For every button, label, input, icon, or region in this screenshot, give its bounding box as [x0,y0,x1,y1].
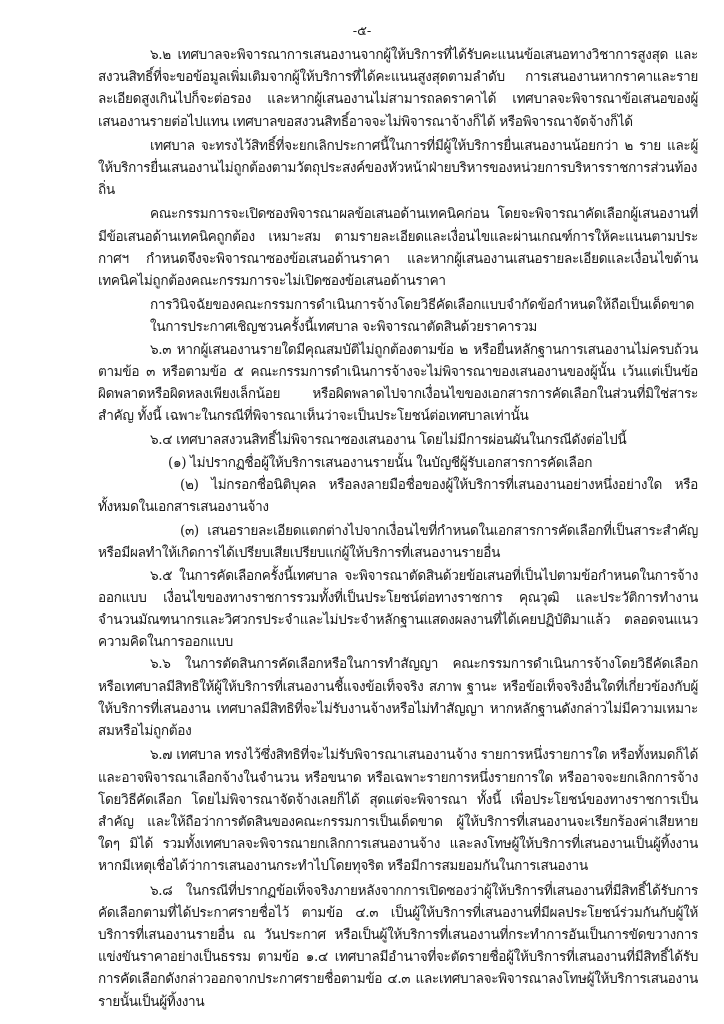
paragraph-decision-final: การวินิจฉัยของคณะกรรมการดำเนินการจ้างโดยวิธีคัดเลือกแบบจำกัดข้อกำหนดให้ถือเป็นเด็ดขาด [150,297,694,314]
paragraph-6-7: ๖.๗ เทศบาล ทรงไว้ซึ่งสิทธิที่จะไม่รับพิจารณาเสนองานจ้าง รายการหนึ่งรายการใด หรือทั้งหมดก็ได้ และอาจพิจารณาเลือกจ้างในจำนวน หรือขนาด หรือเฉพาะรายการหนึ่งรายการใด หรืออาจจะยกเลิกการจ้างโดยวิธีคัดเลือก โดยไม่พิจารณาจัดจ้างเลยก็ได้ สุดแต่จะพิจารณา ทั้งนี้ เพื่อประโยชน์ของทางราชการเป็นสำคัญ และให้ถือว่าการตัดสินของคณะกรรมการเป็นเด็ดขาด ผู้ให้บริการที่เสนองานจะเรียกร้องค่าเสียหายใดๆ มิได้ รวมทั้งเทศบาลจะพิจารณายกเลิกการเสนองานจ้าง และลงโทษผู้ให้บริการที่เสนองานเป็นผู้ทิ้งงาน หากมีเหตุเชื่อได้ว่าการเสนองานกระทำไปโดยทุจริต หรือมีการสมยอมกันในการเสนองาน [98,747,698,875]
paragraph-cancel-right: เทศบาล จะทรงไว้สิทธิ์ที่จะยกเลิกประกาศนี้ในการที่มีผู้ให้บริการยื่นเสนองานน้อยกว่า ๒ ราย และผู้ให้บริการยื่นเสนองานไม่ถูกต้องตามวัตถุประสงค์ของหัวหน้าฝ่ายบริหารของหน่วยการบริหารราชการส่วนท้องถิ่น [98,137,698,199]
paragraph-committee-technical: คณะกรรมการจะเปิดซองพิจารณาผลข้อเสนอด้านเทคนิคก่อน โดยจะพิจารณาคัดเลือกผู้เสนองานที่มีข้อเสนอด้านเทคนิคถูกต้อง เหมาะสม ตามรายละเอียดและเงื่อนไขและผ่านเกณฑ์การให้คะแนนตามประกาศฯ กำหนดจึงจะพิจารณาซองข้อเสนอด้านราคา และหากผู้เสนองานเสนอรายละเอียดและเงื่อนไขด้านเทคนิคไม่ถูกต้องคณะกรรมการจะไม่เปิดซองข้อเสนอด้านราคา [98,206,698,290]
page-number: -๕- [352,24,372,39]
paragraph-6-8: ๖.๘ ในกรณีที่ปรากฏข้อเท็จจริงภายหลังจากการเปิดซองว่าผู้ให้บริการที่เสนองานที่มีสิทธิ์ได้รับการคัดเลือกตามที่ได้ประกาศรายชื่อไว้ ตามข้อ ๔.๓ เป็นผู้ให้บริการที่เสนองานที่มีผลประโยชน์ร่วมกันกับผู้ให้บริการที่เสนองานรายอื่น ณ วันประกาศ หรือเป็นผู้ให้บริการที่เสนองานที่กระทำการอันเป็นการขัดขวางการแข่งขันราคาอย่างเป็นธรรม ตามข้อ ๑.๔ เทศบาลมีอำนาจที่จะตัดรายชื่อผู้ให้บริการที่เสนองานที่มีสิทธิ์ได้รับการคัดเลือกดังกล่าวออกจากประกาศรายชื่อตามข้อ ๔.๓ และเทศบาลจะพิจารณาลงโทษผู้ให้บริการเสนองานรายนั้นเป็นผู้ทิ้งงาน [98,882,698,1010]
paragraph-6-4-item-2: (๒) ไม่กรอกชื่อนิติบุคล หรือลงลายมือชื่อของผู้ให้บริการที่เสนองานอย่างหนึ่งอย่างใด หรือทั้งหมดในเอกสารเสนองานจ้าง [98,476,698,516]
paragraph-6-6: ๖.๖ ในการตัดสินการคัดเลือกหรือในการทำสัญญา คณะกรรมการดำเนินการจ้างโดยวิธีคัดเลือกหรือเทศบาลมีสิทธิให้ผู้ให้บริการที่เสนองานชี้แจงข้อเท็จจริง สภาพ ฐานะ หรือข้อเท็จจริงอื่นใดที่เกี่ยวข้องกับผู้ให้บริการที่เสนองาน เทศบาลมีสิทธิที่จะไม่รับงานจ้างหรือไม่ทำสัญญา หากหลักฐานดังกล่าวไม่มีความเหมาะสมหรือไม่ถูกต้อง [98,656,698,740]
paragraph-6-4: ๖.๔ เทศบาลสงวนสิทธิ์ไม่พิจารณาซองเสนองาน โดยไม่มีการผ่อนผันในกรณีดังต่อไปนี้ [150,432,627,449]
paragraph-6-3: ๖.๓ หากผู้เสนองานรายใดมีคุณสมบัติไม่ถูกต้องตามข้อ ๒ หรือยื่นหลักฐานการเสนองานไม่ครบถ้วนตามข้อ ๓ หรือตามข้อ ๕ คณะกรรมการดำเนินการจ้างจะไม่พิจารณาของเสนองานของผู้นั้น เว้นแต่เป็นข้อผิดพลาดหรือผิดหลงเพียงเล็กน้อย หรือผิดพลาดไปจากเงื่อนไขของเอกสารการคัดเลือกในส่วนที่มิใช่สาระสำคัญ ทั้งนี้ เฉพาะในกรณีที่พิจารณาเห็นว่าจะเป็นประโยชน์ต่อเทศบาลเท่านั้น [98,341,698,425]
paragraph-total-price: ในการประกาศเชิญชวนครั้งนี้เทศบาล จะพิจารณาตัดสินด้วยราคารวม [150,319,538,336]
paragraph-6-4-item-1: (๑) ไม่ปรากฏชื่อผู้ให้บริการเสนองานรายนั้น ในบัญชีผู้รับเอกสารการคัดเลือก [168,454,593,471]
document-body [98,44,698,1013]
paragraph-6-2: ๖.๒ เทศบาลจะพิจารณาการเสนองานจากผู้ให้บริการที่ได้รับคะแนนข้อเสนอทางวิชาการสูงสุด และสงวนสิทธิ์ที่จะขอข้อมูลเพิ่มเติมจากผู้ให้บริการที่ได้คะแนนสูงสุดตามลำดับ การเสนองานหากราคาและรายละเอียดสูงเกินไปก็จะต่อรอง และหากผู้เสนองานไม่สามารถลดราคาได้ เทศบาลจะพิจารณาข้อเสนอของผู้เสนองานรายต่อไปแทน เทศบาลขอสงวนสิทธิ์อาจจะไม่พิจารณาจ้างก็ได้ หรือพิจารณาจัดจ้างก็ได้ [98,47,698,130]
paragraph-6-5: ๖.๕ ในการคัดเลือกครั้งนี้เทศบาล จะพิจารณาตัดสินด้วยข้อเสนอที่เป็นไปตามข้อกำหนดในการจ้างออกแบบ เงื่อนไขของทางราชการรวมทั้งที่เป็นประโยชน์ต่อทางราชการ คุณวุฒิ และประวัติการทำงาน จำนวนมัณฑนากรและวิศวกรประจำและไม่ประจำหลักฐานแสดงผลงานที่ได้เคยปฏิบัติมาแล้ว ตลอดจนแนวความคิดในการออกแบบ [98,567,698,651]
paragraph-6-4-item-3: (๓) เสนอรายละเอียดแตกต่างไปจากเงื่อนไขที่กำหนดในเอกสารการคัดเลือกที่เป็นสาระสำคัญ หรือมีผลทำให้เกิดการได้เปรียบเสียเปรียบแก่ผู้ให้บริการที่เสนองานรายอื่น [98,523,698,562]
